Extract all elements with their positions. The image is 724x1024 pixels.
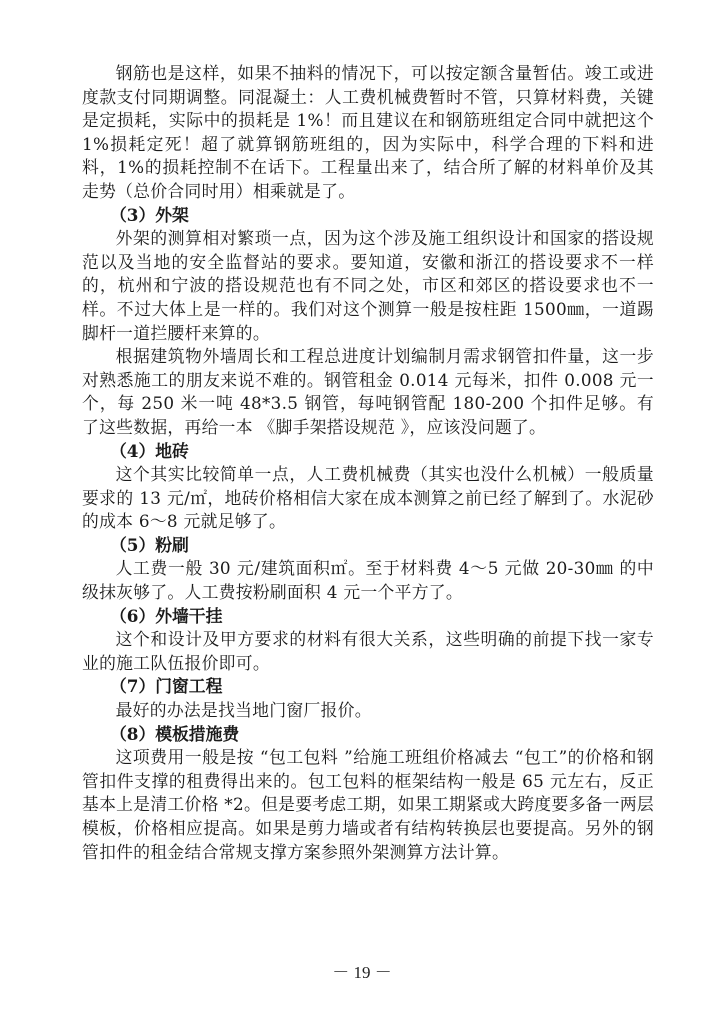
heading-floor-tiles: （4）地砖 (110, 440, 189, 461)
heading-plastering: （5）粉刷 (110, 534, 189, 555)
paragraph-formwork: 这项费用一般是按 “包工包料 ”给施工班组价格减去 “包工”的价格和钢管扣件支撑的租费得出来的。包工包料的框架结构一般是 65 元左右，反正基本上是清工价格 *2。但是要考虑工期，如果工期紧或大跨度要多备一两层模板，价格相应提高。如果是剪力墙或者有结构转换层也要提高。另外的钢管扣件的租金结合常规支撑方案参照外架测算方法计算。 (82, 747, 654, 862)
paragraph-floor-tiles: 这个其实比较简单一点，人工费机械费（其实也没什么机械）一般质量要求的 13 元/㎡，地砖价格相信大家在成本测算之前已经了解到了。水泥砂的成本 6～8 元就足够了。 (82, 464, 654, 532)
paragraph-doors-windows: 最好的办法是找当地门窗厂报价。 (115, 700, 372, 721)
page-number: － 19 － (332, 963, 392, 982)
paragraph-exterior-cladding: 这个和设计及甲方要求的材料有很大关系，这些明确的前提下找一家专业的施工队伍报价即可。 (82, 629, 654, 673)
document-body (82, 62, 654, 864)
paragraph-scaffolding-intro: 外架的测算相对繁琐一点，因为这个涉及施工组织设计和国家的搭设规范以及当地的安全监督站的要求。要知道，安徽和浙江的搭设要求不一样的，杭州和宁波的搭设规范也有不同之处，市区和郊区的搭设要求也不一样。不过大体上是一样的。我们对这个测算一般是按柱距 1500㎜，一道踢脚杆一道拦腰杆来算的。 (82, 228, 654, 343)
paragraph-rebar: 钢筋也是这样，如果不抽料的情况下，可以按定额含量暂估。竣工或进度款支付同期调整。同混凝土：人工费机械费暂时不管，只算材料费，关键是定损耗，实际中的损耗是 1%！而且建议在和钢筋班组定合同中就把这个 1%损耗定死！超了就算钢筋班组的，因为实际中，科学合理的下料和进料，1%的损耗控制不在话下。工程量出来了，结合所了解的材料单价及其走势（总价合同时用）相乘就是了。 (82, 63, 654, 201)
paragraph-scaffolding-calc: 根据建筑物外墙周长和工程总进度计划编制月需求钢管扣件量，这一步对熟悉施工的朋友来说不难的。钢管租金 0.014 元每米，扣件 0.008 元一个，每 250 米一吨 48*3.5 钢管，每吨钢管配 180-200 个扣件足够。有了这些数据，再给一本 《脚手架搭设规范 》，应该没问题了。 (82, 346, 654, 437)
heading-doors-windows: （7）门窗工程 (110, 676, 223, 697)
paragraph-plastering: 人工费一般 30 元/建筑面积㎡。至于材料费 4～5 元做 20-30㎜ 的中级抹灰够了。人工费按粉刷面积 4 元一个平方了。 (82, 558, 654, 603)
heading-formwork: （8）模板措施费 (110, 723, 240, 744)
heading-exterior-cladding: （6）外墙干挂 (110, 605, 223, 626)
heading-scaffolding: （3）外架 (110, 204, 189, 225)
